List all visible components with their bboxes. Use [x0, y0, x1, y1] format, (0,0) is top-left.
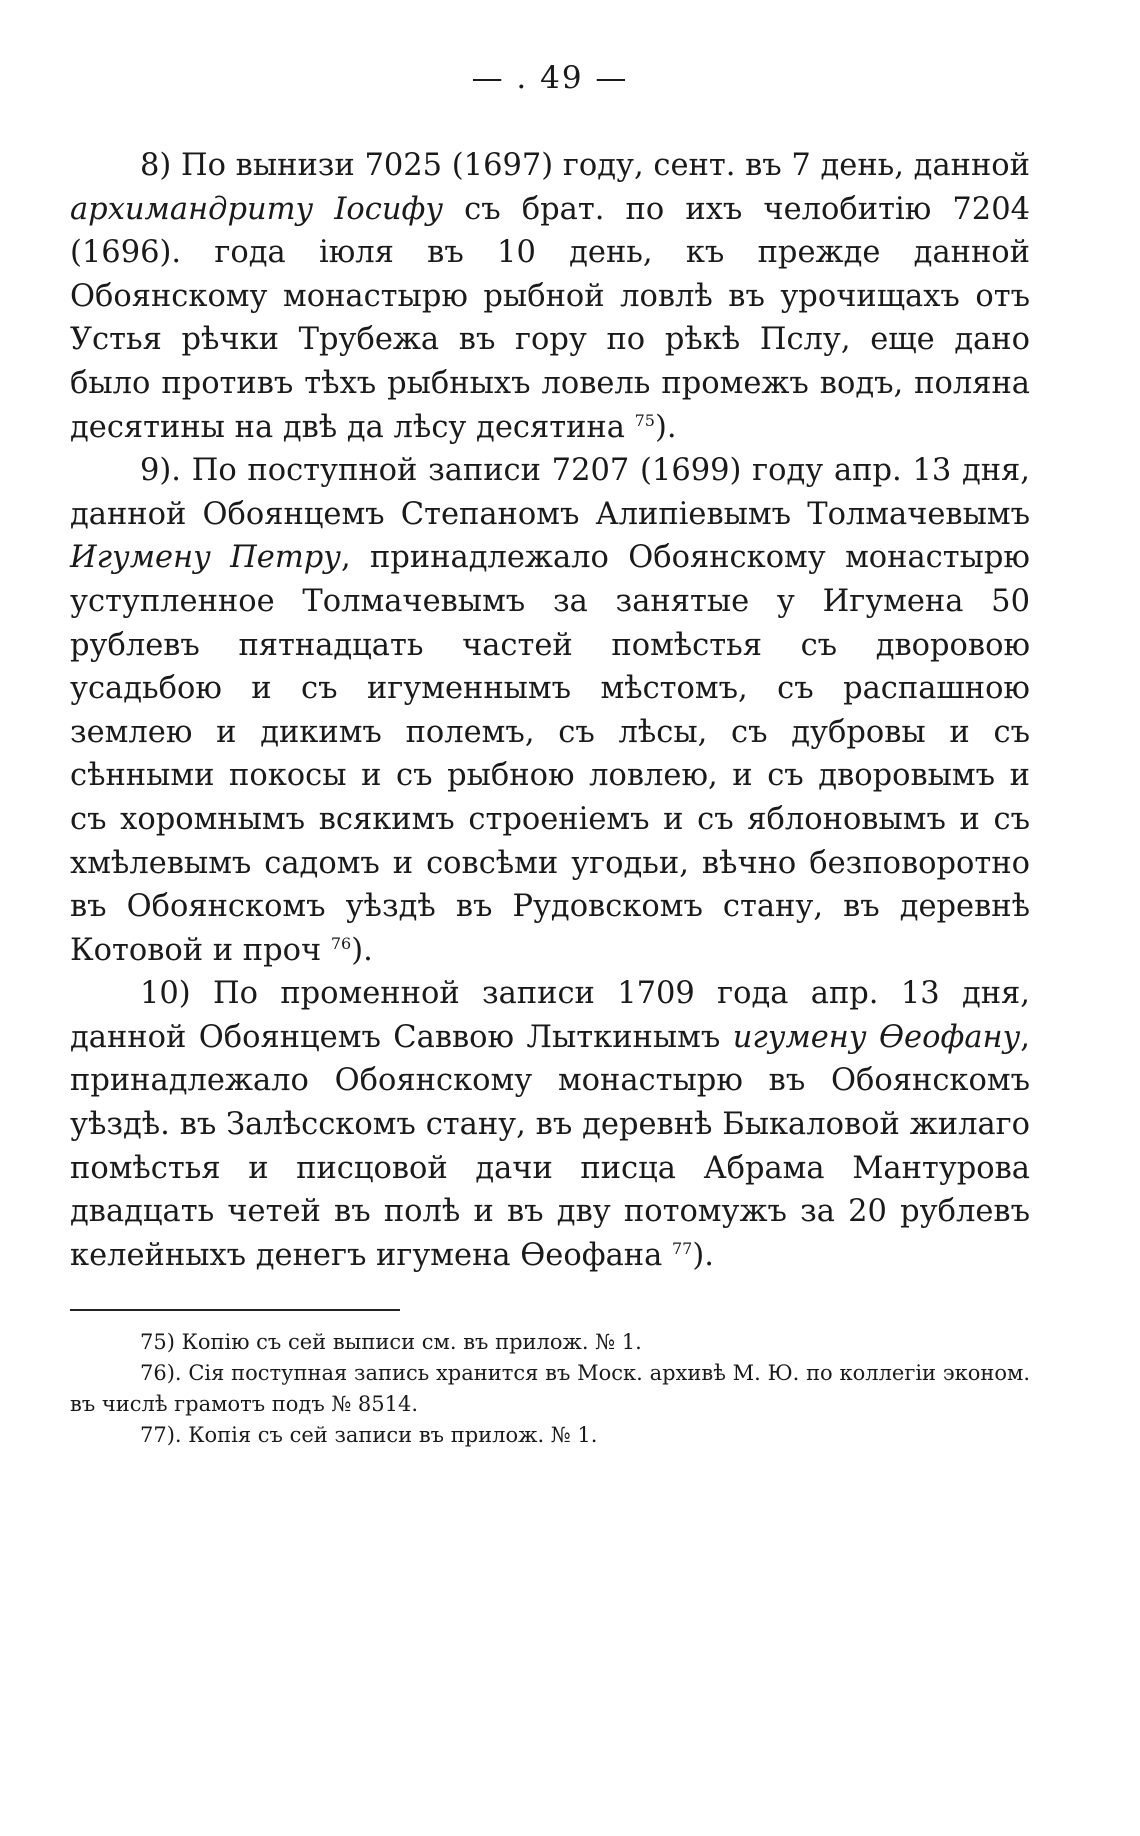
- footnote-ref: 75: [634, 410, 655, 430]
- paragraph-text: 8) По вынизи 7025 (1697) году, сент. въ 7 день, данной: [140, 148, 1030, 183]
- paragraph-10: [70, 972, 1030, 1277]
- footnote-separator: [70, 1309, 400, 1311]
- paragraph-emphasis: Игумену Петру: [70, 540, 341, 576]
- paragraph-text: ).: [351, 932, 373, 968]
- paragraph-text: ).: [654, 409, 677, 445]
- paragraph-9: [70, 449, 1030, 972]
- footnote-76: 76). Сія поступная запись хранится въ Моск. архивѣ М. Ю. по коллегіи эконом. въ числѣ грамотъ подъ № 8514.: [70, 1361, 1030, 1417]
- footnote-77: 77). Копія съ сей записи въ прилож. № 1.: [140, 1423, 598, 1448]
- page-number: — . 49 —: [471, 60, 629, 96]
- paragraph-text: 10) По променной записи 1709 года апр. 13 дня, данной Обоянцемъ Саввою Лыткинымъ: [70, 976, 1030, 1055]
- paragraph-text: , принадлежало Обоянскому монастырю въ Обоянскомъ уѣздѣ. въ Залѣсскомъ стану, въ деревнѣ Быкаловой жилаго помѣстья и писцовой дачи писца Абрама Мантурова двадцать четей въ полѣ и въ дву потомужъ за 20 рублевъ келейныхъ денегъ игумена Ѳеофана: [70, 1019, 1030, 1273]
- footnote-ref: 76: [330, 933, 352, 953]
- paragraph-emphasis: игумену Ѳеофану: [732, 1019, 1021, 1055]
- paragraph-text: ).: [692, 1237, 714, 1273]
- footnote-75: 75) Копію съ сей выписи см. въ прилож. № 1.: [140, 1330, 642, 1355]
- footnote-ref: 77: [671, 1238, 693, 1258]
- paragraph-text: , принадлежало Обоянскому монастырю уступленное Толмачевымъ за занятые у Игумена 50 рублевъ пятнадцать частей помѣстья съ дворовою усадьбою и съ игуменнымъ мѣстомъ, съ распашною землею и дикимъ полемъ, съ лѣсы, съ дубровы и съ сѣнными покосы и съ рыбною ловлею, и съ дворовымъ и съ хоромнымъ всякимъ строеніемъ и съ яблоновымъ и съ хмѣлевымъ садомъ и совсѣми угодьи, вѣчно безповоротно въ Обоянскомъ уѣздѣ въ Рудовскомъ стану, въ деревнѣ Котовой и проч: [70, 540, 1030, 968]
- paragraph-emphasis: архимандриту Іосифу: [70, 191, 444, 227]
- paragraph-8: [70, 144, 1030, 449]
- paragraph-text: 9). По поступной записи 7207 (1699) году апр. 13 дня, данной Обоянцемъ Степаномъ Алипіевымъ Толмачевымъ: [70, 453, 1030, 532]
- document-page: [70, 60, 1030, 1451]
- paragraph-text: съ брат. по ихъ челобитію 7204 (1696). года іюля въ 10 день, къ прежде данной Обоянскому монастырю рыбной ловлѣ въ урочищахъ отъ Устья рѣчки Трубежа въ гору по рѣкѣ Пслу, еще дано было противъ тѣхъ рыбныхъ ловель промежъ водъ, поляна десятины на двѣ да лѣсу десятина: [70, 191, 1030, 445]
